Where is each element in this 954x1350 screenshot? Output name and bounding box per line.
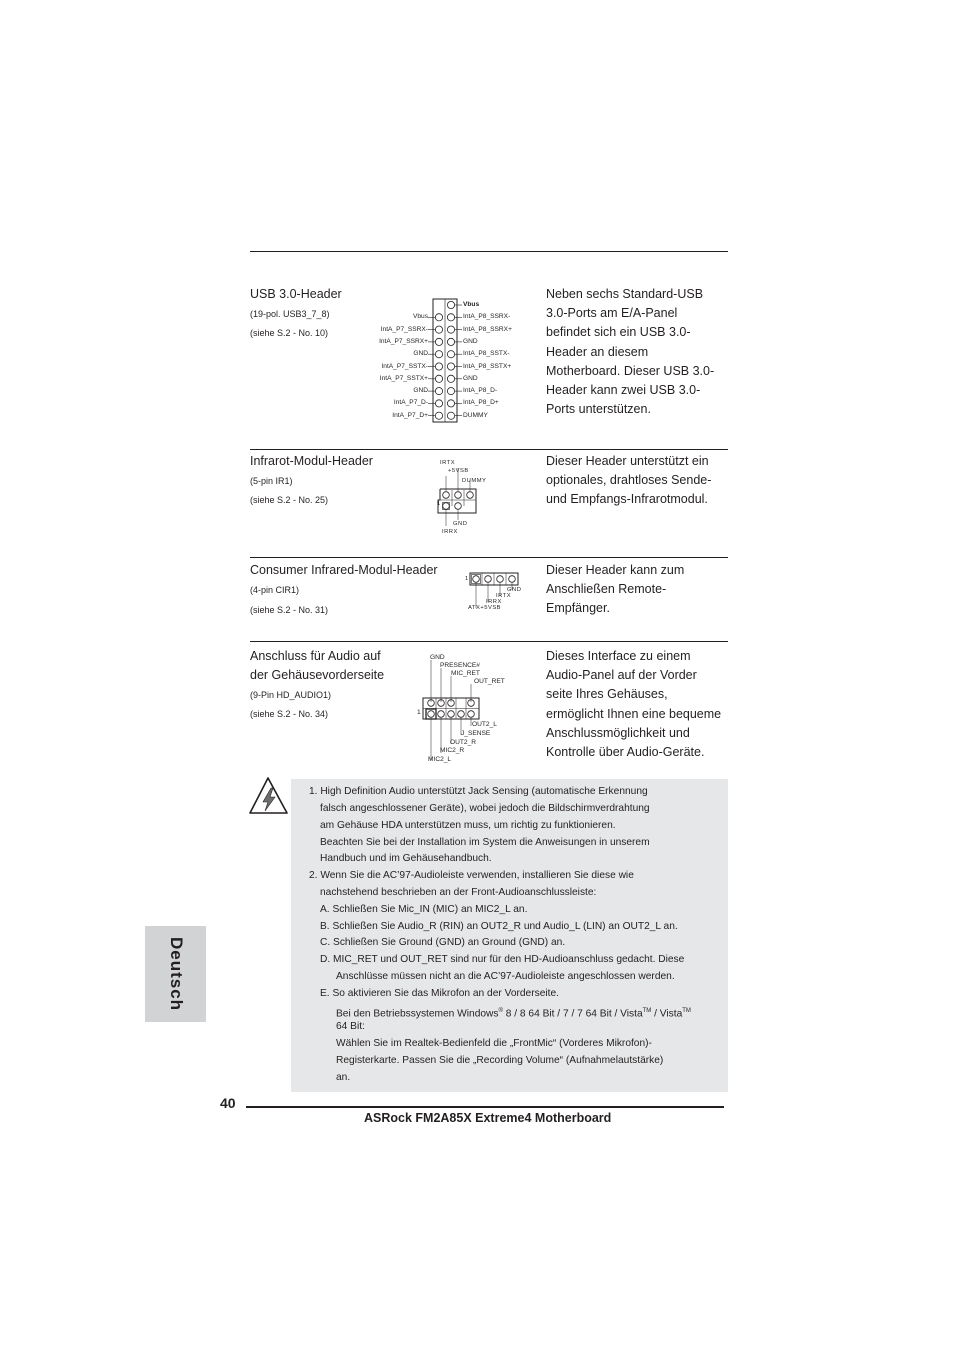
usb3-right-pin-label: IntA_P8_D+	[463, 399, 499, 407]
note-1-line4: Beachten Sie bei der Installation im System die Anweisungen in unserem	[320, 837, 650, 848]
note-2-e-64bit: 64 Bit:	[336, 1021, 365, 1032]
audio-pin-one: 1	[417, 709, 421, 716]
section-rule	[250, 557, 728, 558]
ir-pin-one: 1	[437, 501, 441, 507]
usb3-right-pin-label: IntA_P8_D-	[463, 387, 498, 395]
ir-pin-irtx: IRTX	[440, 460, 456, 466]
note-2-e-os: Bei den Betriebssystemen Windows® 8 / 8 64 Bit / 7 / 7 64 Bit / Vista™ / Vista™	[336, 1008, 691, 1020]
page-number: 40	[220, 1095, 236, 1111]
usb3-left-pin	[435, 326, 442, 333]
audio-pin-out2-r: OUT2_R	[450, 739, 477, 746]
cir-pin-irrx: IRRX	[486, 599, 502, 605]
footer-rule	[246, 1106, 724, 1108]
audio-pin-mic2-l: MIC2_L	[428, 756, 452, 763]
cir-title: Consumer Infrared-Modul-Header	[250, 563, 438, 577]
audio-description: Dieses Interface zu einem Audio-Panel auf der Vorder seite Ihres Gehäuses, ermöglicht Ihnen eine bequeme Anschlussmöglichkeit und Kontrolle über Audio-Geräte.	[546, 649, 722, 760]
audio-pin-mic2-r: MIC2_R	[440, 747, 465, 754]
usb3-left-pin	[435, 338, 442, 345]
usb3-left-pin-label: IntA_P7_SSRX-	[380, 325, 428, 333]
note-2-d-line2: Anschlüsse müssen nicht an die AC’97-Audioleiste angeschlossen werden.	[336, 971, 675, 982]
usb3-right-pin	[447, 400, 454, 407]
note-1-line2: falsch angeschlossener Geräte), wobei jedoch die Bildschirmverdrahtung	[320, 803, 650, 814]
audio-pin-out2-l: OUT2_L	[472, 721, 497, 728]
footer-product: ASRock FM2A85X Extreme4 Motherboard	[364, 1111, 612, 1125]
audio-sub1: (9-Pin HD_AUDIO1)	[250, 690, 332, 700]
usb3-right-pin	[447, 375, 454, 382]
usb3-left-pin-label: IntA_P7_SSTX-	[381, 362, 428, 370]
audio-title-line2: der Gehäusevorderseite	[250, 668, 385, 682]
note-2-c: C. Schließen Sie Ground (GND) an Ground (GND) an.	[320, 937, 566, 948]
cir-pin-one: 1	[465, 576, 469, 582]
usb3-left-pin	[435, 351, 442, 358]
note-2-e-line3: Wählen Sie im Realtek-Bedienfeld die „FrontMic“ (Vorderes Mikrofon)-	[336, 1038, 652, 1049]
cir-description: Dieser Header kann zum Anschließen Remote- Empfänger.	[546, 563, 685, 616]
usb3-left-pin	[435, 314, 442, 321]
usb3-sub1: (19-pol. USB3_7_8)	[250, 309, 330, 319]
ir-pin-dummy: DUMMY	[462, 478, 487, 484]
note-2-d-line1: D. MIC_RET und OUT_RET sind nur für den HD-Audioanschluss gedacht. Diese	[320, 954, 685, 965]
ir-header-diagram	[436, 486, 480, 526]
usb3-right-pin	[447, 326, 454, 333]
usb3-description: Neben sechs Standard-USB 3.0-Ports am E/A-Panel befindet sich ein USB 3.0- Header an diesem Motherboard. Dieser USB 3.0- Header kann zwei USB 3.0- Ports unterstützen.	[546, 287, 715, 417]
usb3-right-pin-label: IntA_P8_SSRX-	[463, 313, 511, 321]
note-2-line1: 2. Wenn Sie die AC’97-Audioleiste verwenden, installieren Sie diese wie	[309, 870, 634, 881]
usb3-right-pin	[447, 338, 454, 345]
usb3-right-pin-label: GND	[463, 337, 478, 345]
cir-sub2: (siehe S.2 - No. 31)	[250, 605, 329, 615]
usb3-right-pin	[447, 314, 454, 321]
note-1-line3: am Gehäuse HDA unterstützen muss, um richtig zu funktionieren.	[320, 820, 616, 831]
ir-pin-irrx: IRRX	[442, 529, 458, 535]
usb3-right-pin	[447, 363, 454, 370]
usb3-right-pin	[447, 388, 454, 395]
note-1-line1: 1. High Definition Audio unterstützt Jack Sensing (automatische Erkennung	[309, 786, 648, 797]
usb3-left-pin	[435, 363, 442, 370]
audio-sub2: (siehe S.2 - No. 34)	[250, 709, 329, 719]
usb3-sub2: (siehe S.2 - No. 10)	[250, 328, 329, 338]
usb3-right-pin-label: IntA_P8_SSRX+	[463, 325, 512, 333]
usb3-right-pin-label: IntA_P8_SSTX+	[463, 362, 512, 370]
ir-description: Dieser Header unterstützt ein optionales, drahtloses Sende- und Empfangs-Infrarotmodul.	[546, 454, 712, 507]
audio-pin-out-ret: OUT_RET	[474, 678, 505, 685]
section-rule	[250, 449, 728, 450]
usb3-right-pin	[447, 412, 454, 419]
note-2-line2: nachstehend beschrieben an der Front-Audioanschlussleiste:	[320, 887, 597, 898]
language-side-tab: Deutsch	[145, 926, 206, 1022]
note-2-e-line5: an.	[336, 1072, 351, 1083]
usb3-left-pin	[435, 388, 442, 395]
ir-sub1: (5-pin IR1)	[250, 476, 293, 486]
note-2-b: B. Schließen Sie Audio_R (RIN) an OUT2_R und Audio_L (LIN) an OUT2_L an.	[320, 921, 678, 932]
cir-pin-irtx: IRTX	[496, 593, 512, 599]
note-2-e: E. So aktivieren Sie das Mikrofon an der Vorderseite.	[320, 988, 559, 999]
usb3-right-pin-label: DUMMY	[463, 411, 488, 419]
usb3-left-pin	[435, 400, 442, 407]
cir-pin-gnd: GND	[507, 587, 522, 593]
top-rule	[250, 251, 728, 252]
usb3-left-pin-label: IntA_P7_D+	[392, 411, 428, 419]
ir-pin-5vsb: +5VSB	[448, 468, 469, 474]
note-2-e-line4: Registerkarte. Passen Sie die „Recording Volume“ (Aufnahmelautstärke)	[336, 1055, 664, 1066]
audio-pin-j-sense: J_SENSE	[461, 730, 491, 737]
audio-title-line1: Anschluss für Audio auf	[250, 649, 381, 663]
audio-pin-mic-ret: MIC_RET	[451, 670, 480, 677]
usb3-left-pin-label: Vbus	[412, 313, 428, 321]
note-1-line5: Handbuch und im Gehäusehandbuch.	[320, 853, 492, 864]
usb3-right-pin	[447, 301, 454, 308]
usb3-left-pin-label: IntA_P7_D-	[393, 399, 428, 407]
ir-pin-gnd: GND	[453, 521, 468, 527]
usb3-left-pin-label: GND	[413, 350, 428, 358]
audio-pin-gnd: GND	[430, 654, 445, 661]
warning-triangle-icon	[249, 776, 289, 816]
usb3-left-pin-label: IntA_P7_SSRX+	[379, 337, 428, 345]
usb3-title: USB 3.0-Header	[250, 287, 342, 301]
cir-sub1: (4-pin CIR1)	[250, 585, 300, 595]
usb3-left-pin	[435, 375, 442, 382]
cir-pin-atx: ATX+5VSB	[468, 605, 502, 611]
section-rule	[250, 641, 728, 642]
usb3-right-pin-label: Vbus	[463, 301, 480, 308]
usb3-right-pin	[447, 351, 454, 358]
note-2-a: A. Schließen Sie Mic_IN (MIC) an MIC2_L an.	[320, 904, 528, 915]
ir-title: Infrarot-Modul-Header	[250, 454, 373, 468]
usb3-right-pin-label: GND	[463, 374, 478, 382]
audio-pin-presence: PRESENCE#	[440, 662, 480, 669]
usb3-right-pin-label: IntA_P8_SSTX-	[463, 350, 510, 358]
usb3-left-pin-label: GND	[413, 387, 428, 395]
usb3-left-pin	[435, 412, 442, 419]
usb3-left-pin-label: IntA_P7_SSTX+	[379, 374, 428, 382]
ir-sub2: (siehe S.2 - No. 25)	[250, 495, 329, 505]
